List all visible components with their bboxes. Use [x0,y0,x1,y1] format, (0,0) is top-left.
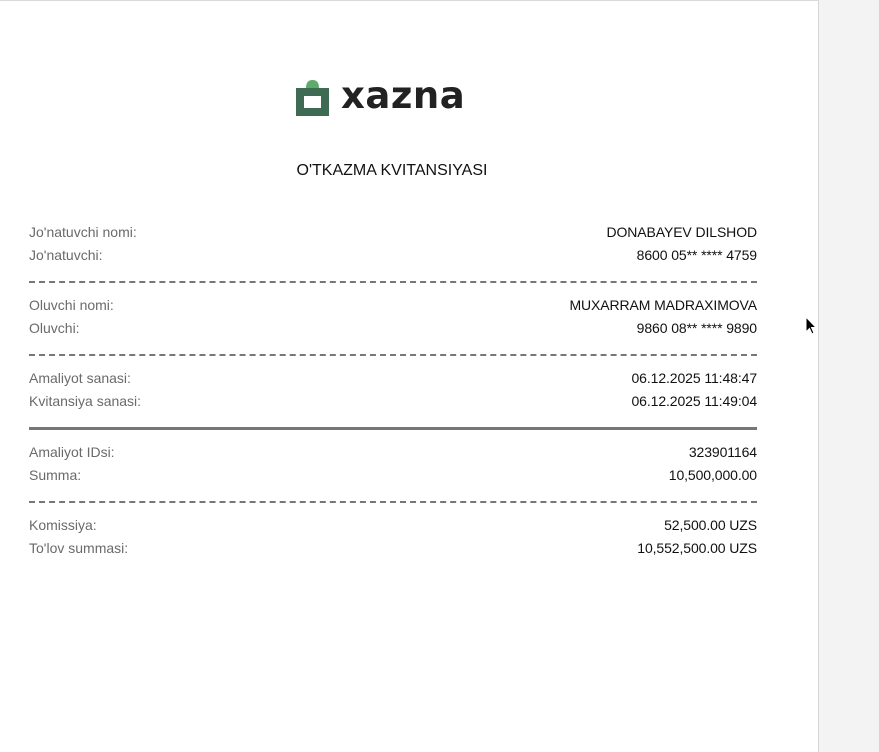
receipt-title: O'TKAZMA KVITANSIYASI [296,162,488,179]
operation-id-value: 323901164 [688,444,757,460]
recipient-name-value: MUXARRAM MADRAXIMOVA [569,297,757,313]
sender-card-value: 8600 05** **** 4759 [636,247,757,263]
commission-label: Komissiya: [29,517,97,533]
detail-row [29,320,757,343]
detail-row [29,517,757,540]
receipt-date-value: 06.12.2025 11:49:04 [631,393,757,409]
operation-date-value: 06.12.2025 11:48:47 [631,370,757,386]
amount-label: Summa: [29,467,82,483]
recipient-card-label: Oluvchi: [29,320,80,336]
receipt-details [29,224,757,563]
operation-date-label: Amaliyot sanasi: [29,370,131,386]
detail-row [29,467,757,490]
sender-name-value: DONABAYEV DILSHOD [606,224,757,240]
detail-row [29,444,757,467]
divider [29,501,757,503]
total-section [29,517,757,563]
divider [29,427,757,430]
receipt-date-label: Kvitansiya sanasi: [29,393,142,409]
total-value: 10,552,500.00 UZS [637,540,757,556]
commission-value: 52,500.00 UZS [664,517,757,533]
detail-row [29,540,757,563]
amount-section [29,444,757,490]
sender-card-label: Jo'natuvchi: [29,247,103,263]
xazna-logo-icon [296,79,329,116]
detail-row [29,370,757,393]
detail-row [29,247,757,270]
sender-section [29,224,757,270]
recipient-card-value: 9860 08** **** 9890 [636,320,757,336]
dates-section [29,370,757,416]
operation-id-label: Amaliyot IDsi: [29,444,115,460]
logo-text: xazna [341,73,466,117]
detail-row [29,393,757,416]
recipient-name-label: Oluvchi nomi: [29,297,114,313]
sender-name-label: Jo'natuvchi nomi: [29,224,137,240]
total-label: To'lov summasi: [29,540,129,556]
recipient-section [29,297,757,343]
divider [29,354,757,356]
xazna-logo [296,73,466,117]
detail-row [29,297,757,320]
mouse-pointer-icon [805,316,817,335]
detail-row [29,224,757,247]
divider [29,281,757,283]
amount-value: 10,500,000.00 [668,467,757,483]
